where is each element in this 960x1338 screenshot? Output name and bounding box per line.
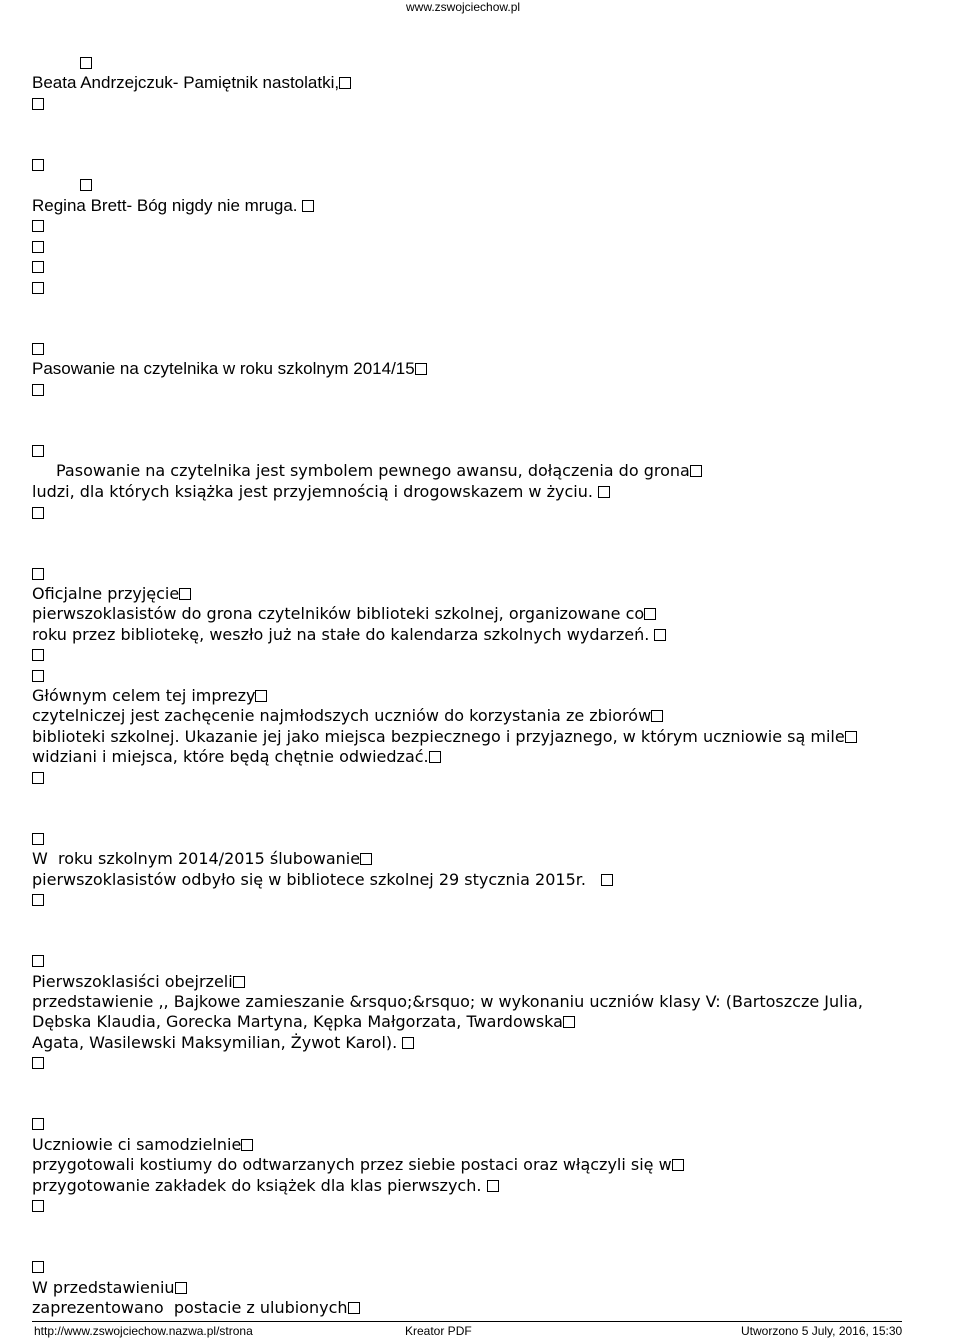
footer-created-date: Utworzono 5 July, 2016, 15:30 [741,1324,903,1338]
footer-creator: Kreator PDF [405,1324,472,1338]
placeholder-box [32,216,44,236]
text-line: roku przez bibliotekę, weszło już na stałe do kalendarza szkolnych wydarzeń. [32,625,666,645]
text-line: biblioteki szkolnej. Ukazanie jej jako miejsca bezpiecznego i przyjaznego, w którym uczniowie są mile [32,727,857,747]
placeholder-box [32,94,44,114]
text-line: widziani i miejsca, które będą chętnie odwiedzać. [32,747,441,767]
placeholder-box [32,503,44,523]
text-line: pierwszoklasistów do grona czytelników biblioteki szkolnej, organizowane co [32,604,656,624]
placeholder-box [32,257,44,277]
placeholder-box [32,380,44,400]
placeholder-box [32,339,44,359]
text-line: ludzi, dla których książka jest przyjemnością i drogowskazem w życiu. [32,482,610,502]
placeholder-box [32,1053,44,1073]
placeholder-box [32,278,44,298]
placeholder-box [32,1257,44,1277]
placeholder-box [32,237,44,257]
placeholder-box [32,441,44,461]
text-line: Regina Brett- Bóg nigdy nie mruga. [32,196,314,216]
text-line: W przedstawieniu [32,1278,187,1298]
placeholder-box [32,951,44,971]
placeholder-box [32,645,44,665]
placeholder-box [32,666,44,686]
text-line: przygotowanie zakładek do książek dla klas pierwszych. [32,1176,499,1196]
placeholder-box [80,175,92,195]
placeholder-box [32,829,44,849]
placeholder-box [32,1196,44,1216]
text-line: Pasowanie na czytelnika w roku szkolnym 2014/15 [32,359,427,379]
text-line: Uczniowie ci samodzielnie [32,1135,253,1155]
placeholder-box [80,53,92,73]
placeholder-box [32,155,44,175]
text-line: czytelniczej jest zachęcenie najmłodszych uczniów do korzystania ze zbiorów [32,706,663,726]
text-line: pierwszoklasistów odbyło się w bibliotece szkolnej 29 stycznia 2015r. [32,870,613,890]
text-line: W roku szkolnym 2014/2015 ślubowanie [32,849,372,869]
placeholder-box [32,768,44,788]
text-line: Pierwszoklasiści obejrzeli [32,972,245,992]
header-site: www.zswojciechow.pl [406,0,521,14]
text-line: Pasowanie na czytelnika jest symbolem pewnego awansu, dołączenia do grona [56,461,702,481]
text-line: Agata, Wasilewski Maksymilian, Żywot Karol). [32,1033,414,1053]
placeholder-box [32,1114,44,1134]
text-line: Dębska Klaudia, Gorecka Martyna, Kępka Małgorzata, Twardowska [32,1012,575,1032]
text-line: Oficjalne przyjęcie [32,584,191,604]
text-line: przedstawienie ,, Bajkowe zamieszanie &rsquo;&rsquo; w wykonaniu uczniów klasy V: (Bartoszcze Julia, [32,992,863,1011]
placeholder-box [32,890,44,910]
text-line: Głównym celem tej imprezy [32,686,267,706]
placeholder-box [32,564,44,584]
footer-url-link[interactable]: http://www.zswojciechow.nazwa.pl/strona [34,1324,253,1338]
text-line: przygotowali kostiumy do odtwarzanych przez siebie postaci oraz włączyli się w [32,1155,684,1175]
text-line: zaprezentowano postacie z ulubionych [32,1298,360,1318]
footer-divider [32,1321,902,1322]
text-line: Beata Andrzejczuk- Pamiętnik nastolatki, [32,73,351,93]
